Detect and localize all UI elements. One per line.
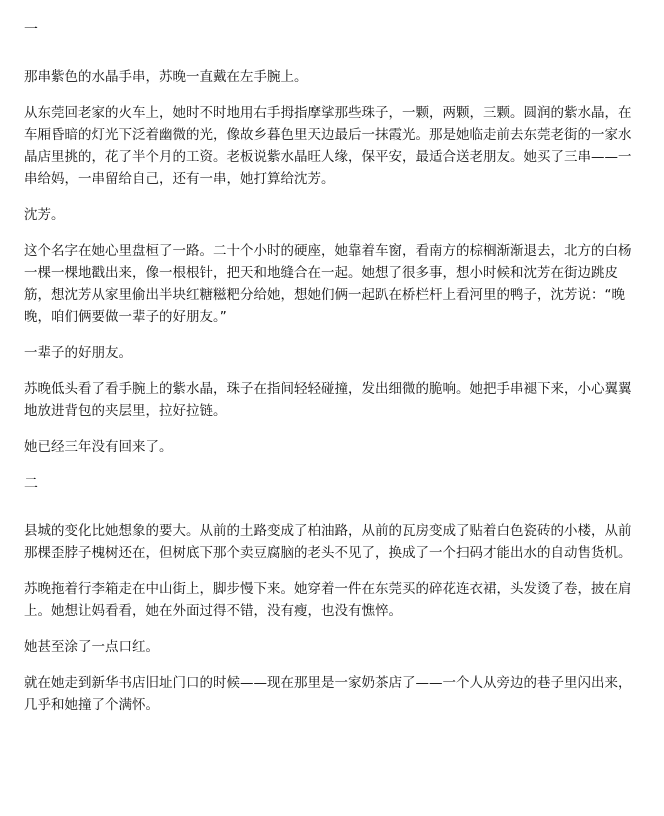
paragraph: 苏晚低头看了看手腕上的紫水晶，珠子在指间轻轻碰撞，发出细微的脆响。她把手串褪下来，小心翼翼地放进背包的夹层里，拉好拉链。 [24,381,632,419]
paragraph: 一辈子的好朋友。 [24,345,132,361]
paragraph: 就在她走到新华书店旧址门口的时候——现在那里是一家奶茶店了——一个人从旁边的巷子里闪出来，几乎和她撞了个满怀。 [24,675,632,713]
section-heading-1: 一 [24,22,38,38]
paragraph: 沈芳。 [24,207,65,223]
section-heading-2: 二 [24,476,38,492]
paragraph: 那串紫色的水晶手串，苏晚一直戴在左手腕上。 [24,69,308,85]
paragraph: 她甚至涂了一点口红。 [24,639,159,655]
document-body [24,18,640,730]
paragraph: 苏晚拖着行李箱走在中山街上，脚步慢下来。她穿着一件在东莞买的碎花连衣裙，头发烫了卷，披在肩上。她想让妈看看，她在外面过得不错，没有瘦，也没有憔悴。 [24,581,632,619]
paragraph: 她已经三年没有回来了。 [24,439,173,455]
paragraph: 这个名字在她心里盘桓了一路。二十个小时的硬座，她靠着车窗，看南方的棕榈渐渐退去，北方的白杨一棵一棵地戳出来，像一根根针，把天和地缝合在一起。她想了很多事，想小时候和沈芳在街边跳皮筋，想沈芳从家里偷出半块红糖糍粑分给她，想她们俩一起趴在桥栏杆上看河里的鸭子，沈芳说：“晚晚，咱们俩要做一辈子的好朋友。” [24,243,632,325]
paragraph: 县城的变化比她想象的要大。从前的土路变成了柏油路，从前的瓦房变成了贴着白色瓷砖的小楼，从前那棵歪脖子槐树还在，但树底下那个卖豆腐脑的老头不见了，换成了一个扫码才能出水的自动售货机。 [24,523,632,561]
paragraph: 从东莞回老家的火车上，她时不时地用右手拇指摩挲那些珠子，一颗，两颗，三颗。圆润的紫水晶，在车厢昏暗的灯光下泛着幽微的光，像故乡暮色里天边最后一抹霞光。那是她临走前去东莞老街的一家水晶店里挑的，花了半个月的工资。老板说紫水晶旺人缘，保平安，最适合送老朋友。她买了三串——一串给妈，一串留给自己，还有一串，她打算给沈芳。 [24,105,632,187]
